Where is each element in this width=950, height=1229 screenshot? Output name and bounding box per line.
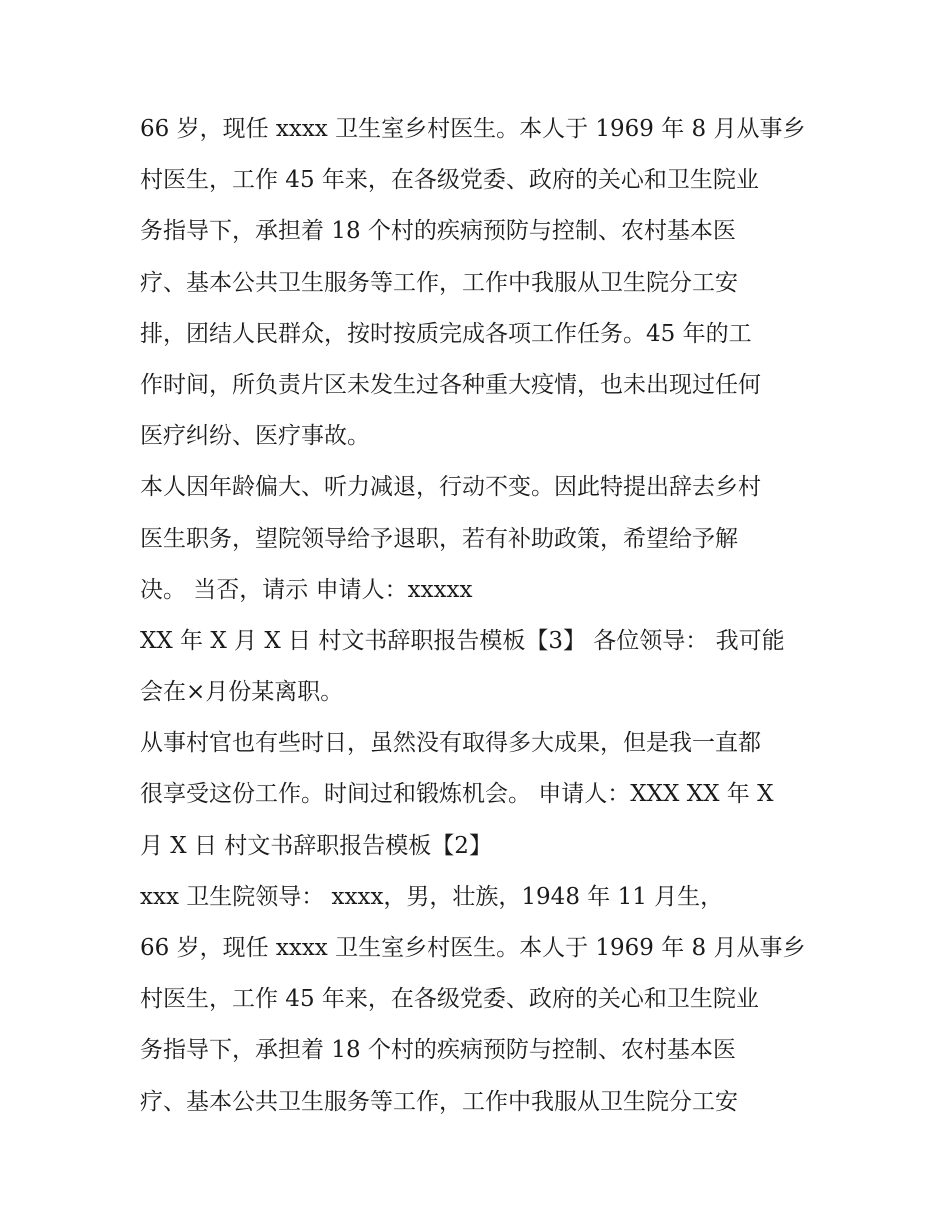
text-line: 务指导下，承担着 18 个村的疾病预防与控制、农村基本医 xyxy=(140,1037,736,1064)
text-line: 66 岁，现任 xxxx 卫生室乡村医生。本人于 1969 年 8 月从事乡 xyxy=(140,116,806,142)
text-line: xxx 卫生院领导： xxxx，男，壮族，1948 年 11 月生， xyxy=(140,883,724,910)
text-line: 作时间，所负责片区未发生过各种重大疫情，也未出现过任何 xyxy=(140,371,761,398)
text-line: XX 年 X 月 X 日 村文书辞职报告模板【3】 各位领导： 我可能 xyxy=(140,627,785,654)
text-line: 本人因年龄偏大、听力减退，行动不变。因此特提出辞去乡村 xyxy=(140,474,761,501)
text-line: 疗、基本公共卫生服务等工作，工作中我服从卫生院分工安 xyxy=(140,269,738,296)
text-line: 很享受这份工作。时间过和锻炼机会。 申请人：XXX XX 年 X xyxy=(140,781,774,808)
text-line: 从事村官也有些时日，虽然没有取得多大成果，但是我一直都 xyxy=(140,730,761,757)
text-line: 排，团结人民群众，按时按质完成各项工作任务。45 年的工 xyxy=(140,320,752,347)
text-line: 月 X 日 村文书辞职报告模板【2】 xyxy=(140,832,492,859)
text-line: 66 岁，现任 xxxx 卫生室乡村医生。本人于 1969 年 8 月从事乡 xyxy=(140,935,806,961)
text-line: 医疗纠纷、医疗事故。 xyxy=(140,423,370,450)
text-line: 务指导下，承担着 18 个村的疾病预防与控制、农村基本医 xyxy=(140,218,736,245)
text-line: 会在×月份某离职。 xyxy=(140,679,344,706)
text-line: 村医生，工作 45 年来，在各级党委、政府的关心和卫生院业 xyxy=(140,167,759,194)
text-line: 村医生，工作 45 年来，在各级党委、政府的关心和卫生院业 xyxy=(140,986,759,1013)
text-line: 决。 当否，请示 申请人：xxxxx xyxy=(140,576,473,603)
text-line: 疗、基本公共卫生服务等工作，工作中我服从卫生院分工安 xyxy=(140,1088,738,1115)
document-body xyxy=(140,104,830,1128)
text-line: 医生职务，望院领导给予退职，若有补助政策，希望给予解 xyxy=(140,525,738,552)
